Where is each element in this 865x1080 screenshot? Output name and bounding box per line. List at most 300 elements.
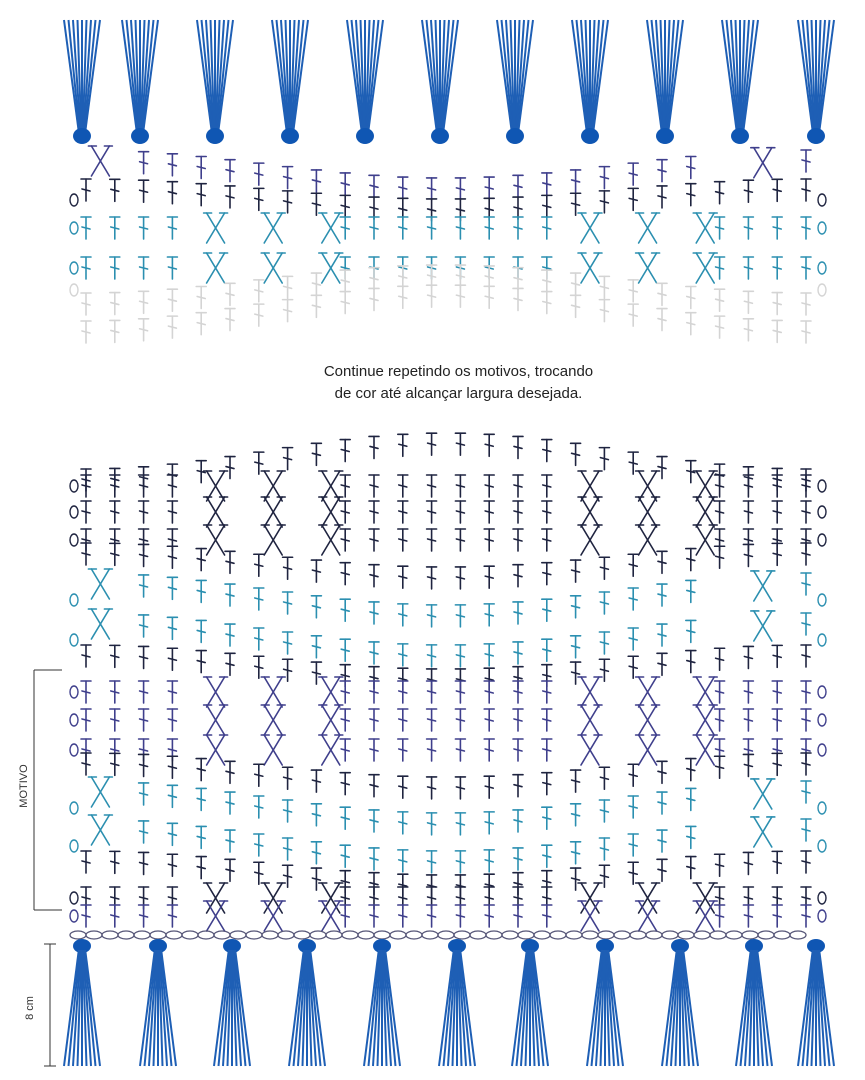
crossed-stitch-symbol — [319, 705, 343, 735]
chain-link — [518, 931, 534, 939]
chain-link — [374, 931, 390, 939]
double-crochet-symbol — [715, 182, 725, 204]
double-crochet-symbol — [743, 501, 753, 523]
double-crochet-symbol — [139, 180, 149, 202]
motif-label: MOTIVO — [18, 764, 30, 808]
chain-link — [550, 931, 566, 939]
chain-link — [726, 931, 742, 939]
double-crochet-symbol — [686, 156, 696, 178]
double-crochet-symbol — [196, 759, 206, 781]
crossed-stitch-symbol — [88, 569, 112, 599]
chain-symbol — [818, 634, 826, 646]
double-crochet-symbol — [225, 584, 235, 606]
double-crochet-symbol — [455, 681, 465, 703]
double-crochet-symbol — [427, 433, 437, 455]
crossed-stitch-symbol — [751, 571, 775, 601]
chain-symbol — [818, 262, 826, 274]
crossed-stitch-symbol — [693, 735, 717, 765]
double-crochet-symbol — [801, 819, 811, 841]
tassel — [122, 20, 158, 144]
crossed-stitch-symbol — [204, 735, 228, 765]
tassel — [364, 939, 400, 1066]
double-crochet-symbol — [484, 905, 494, 927]
double-crochet-symbol — [801, 781, 811, 803]
crossed-stitch-symbol — [204, 525, 228, 555]
double-crochet-symbol — [81, 501, 91, 523]
chain-symbol — [818, 506, 826, 518]
double-crochet-symbol — [657, 457, 667, 479]
crossed-stitch-symbol — [204, 901, 228, 931]
double-crochet-symbol — [427, 905, 437, 927]
double-crochet-symbol — [398, 217, 408, 239]
crossed-stitch-symbol — [204, 213, 228, 243]
double-crochet-symbol — [571, 295, 581, 317]
double-crochet-symbol — [513, 217, 523, 239]
double-crochet-symbol — [283, 838, 293, 860]
double-crochet-symbol — [628, 280, 638, 302]
double-crochet-symbol — [715, 648, 725, 670]
double-crochet-symbol — [283, 300, 293, 322]
crossed-stitch-symbol — [204, 705, 228, 735]
double-crochet-symbol — [686, 549, 696, 571]
double-crochet-symbol — [283, 191, 293, 213]
double-crochet-symbol — [196, 549, 206, 571]
double-crochet-symbol — [715, 289, 725, 311]
double-crochet-symbol — [772, 293, 782, 315]
double-crochet-symbol — [369, 475, 379, 497]
chain-symbol — [818, 892, 826, 904]
crossed-stitch-symbol — [636, 901, 660, 931]
double-crochet-symbol — [369, 739, 379, 761]
double-crochet-symbol — [686, 651, 696, 673]
double-crochet-symbol — [599, 767, 609, 789]
crossed-stitch-symbol — [319, 883, 343, 913]
double-crochet-symbol — [167, 475, 177, 497]
double-crochet-symbol — [196, 184, 206, 206]
chain-symbol — [818, 714, 826, 726]
double-crochet-symbol — [167, 217, 177, 239]
chain-symbol — [818, 840, 826, 852]
double-crochet-symbol — [599, 276, 609, 298]
double-crochet-symbol — [81, 645, 91, 667]
chain-link — [582, 931, 598, 939]
double-crochet-symbol — [484, 286, 494, 308]
double-crochet-symbol — [398, 739, 408, 761]
double-crochet-symbol — [427, 178, 437, 200]
double-crochet-symbol — [657, 186, 667, 208]
double-crochet-symbol — [513, 175, 523, 197]
double-crochet-symbol — [599, 300, 609, 322]
chain-symbol — [818, 744, 826, 756]
chain-link — [198, 931, 214, 939]
crossed-stitch-symbol — [578, 883, 602, 913]
double-crochet-symbol — [484, 644, 494, 666]
tassel-knot — [807, 128, 825, 144]
double-crochet-symbol — [513, 810, 523, 832]
double-crochet-symbol — [139, 319, 149, 341]
double-crochet-symbol — [398, 434, 408, 456]
double-crochet-symbol — [801, 150, 811, 172]
double-crochet-symbol — [283, 167, 293, 189]
double-crochet-symbol — [743, 646, 753, 668]
crossed-stitch-symbol — [751, 817, 775, 847]
crossed-stitch-symbol — [261, 735, 285, 765]
double-crochet-symbol — [772, 709, 782, 731]
chain-link — [662, 931, 678, 939]
double-crochet-symbol — [743, 544, 753, 566]
double-crochet-symbol — [513, 681, 523, 703]
double-crochet-symbol — [628, 834, 638, 856]
chain-link — [470, 931, 486, 939]
double-crochet-symbol — [340, 475, 350, 497]
double-crochet-symbol — [686, 313, 696, 335]
top-fringe-tassels — [64, 20, 834, 144]
double-crochet-symbol — [340, 292, 350, 314]
crossed-stitch-symbol — [693, 883, 717, 913]
double-crochet-symbol — [513, 501, 523, 523]
double-crochet-symbol — [801, 217, 811, 239]
double-crochet-symbol — [484, 739, 494, 761]
double-crochet-symbol — [139, 754, 149, 776]
double-crochet-symbol — [81, 709, 91, 731]
double-crochet-symbol — [772, 217, 782, 239]
chain-link — [598, 931, 614, 939]
double-crochet-symbol — [369, 501, 379, 523]
double-crochet-symbol — [167, 182, 177, 204]
double-crochet-symbol — [484, 604, 494, 626]
chain-symbol — [70, 802, 78, 814]
chain-link — [614, 931, 630, 939]
double-crochet-symbol — [772, 753, 782, 775]
double-crochet-symbol — [571, 560, 581, 582]
double-crochet-symbol — [283, 800, 293, 822]
double-crochet-symbol — [628, 656, 638, 678]
double-crochet-symbol — [801, 475, 811, 497]
chain-link — [166, 931, 182, 939]
main-stitch-grid — [70, 433, 826, 931]
double-crochet-symbol — [110, 543, 120, 565]
double-crochet-symbol — [283, 557, 293, 579]
tassel — [289, 939, 325, 1066]
double-crochet-symbol — [542, 195, 552, 217]
double-crochet-symbol — [571, 443, 581, 465]
double-crochet-symbol — [81, 905, 91, 927]
double-crochet-symbol — [398, 681, 408, 703]
double-crochet-symbol — [427, 645, 437, 667]
double-crochet-symbol — [542, 475, 552, 497]
crossed-stitch-symbol — [261, 525, 285, 555]
chain-symbol — [70, 594, 78, 606]
double-crochet-symbol — [311, 193, 321, 215]
double-crochet-symbol — [196, 651, 206, 673]
double-crochet-symbol — [715, 475, 725, 497]
tassel — [439, 939, 475, 1066]
double-crochet-symbol — [369, 905, 379, 927]
double-crochet-symbol — [311, 770, 321, 792]
double-crochet-symbol — [110, 293, 120, 315]
double-crochet-symbol — [513, 197, 523, 219]
double-crochet-symbol — [772, 681, 782, 703]
double-crochet-symbol — [484, 475, 494, 497]
double-crochet-symbol — [167, 154, 177, 176]
tassel — [64, 939, 100, 1066]
crossed-stitch-symbol — [693, 705, 717, 735]
chain-symbol — [818, 222, 826, 234]
double-crochet-symbol — [513, 709, 523, 731]
chain-link — [534, 931, 550, 939]
double-crochet-symbol — [398, 812, 408, 834]
double-crochet-symbol — [513, 642, 523, 664]
double-crochet-symbol — [81, 257, 91, 279]
double-crochet-symbol — [801, 613, 811, 635]
double-crochet-symbol — [599, 800, 609, 822]
double-crochet-symbol — [196, 826, 206, 848]
double-crochet-symbol — [398, 776, 408, 798]
chain-symbol — [818, 686, 826, 698]
chain-symbol — [70, 634, 78, 646]
double-crochet-symbol — [283, 448, 293, 470]
double-crochet-symbol — [513, 529, 523, 551]
double-crochet-symbol — [225, 624, 235, 646]
tassel — [497, 20, 533, 144]
chain-link — [742, 931, 758, 939]
double-crochet-symbol — [599, 592, 609, 614]
chain-symbol — [818, 594, 826, 606]
double-crochet-symbol — [254, 188, 264, 210]
chain-link — [502, 931, 518, 939]
double-crochet-symbol — [599, 167, 609, 189]
double-crochet-symbol — [427, 475, 437, 497]
tassel — [422, 20, 458, 144]
crossed-stitch-symbol — [636, 677, 660, 707]
tassel — [512, 939, 548, 1066]
chain-symbol — [818, 802, 826, 814]
double-crochet-symbol — [427, 529, 437, 551]
crossed-stitch-symbol — [636, 735, 660, 765]
double-crochet-symbol — [657, 283, 667, 305]
crossed-stitch-symbol — [751, 148, 775, 178]
double-crochet-symbol — [743, 319, 753, 341]
double-crochet-symbol — [484, 850, 494, 872]
top-stitch-grid — [70, 146, 826, 343]
crossed-stitch-symbol — [636, 253, 660, 283]
tassel-knot — [656, 128, 674, 144]
double-crochet-symbol — [484, 501, 494, 523]
chain-symbol — [70, 222, 78, 234]
double-crochet-symbol — [455, 605, 465, 627]
tassel — [587, 939, 623, 1066]
double-crochet-symbol — [110, 501, 120, 523]
chain-link — [358, 931, 374, 939]
double-crochet-symbol — [167, 785, 177, 807]
double-crochet-symbol — [167, 617, 177, 639]
double-crochet-symbol — [542, 639, 552, 661]
crossed-stitch-symbol — [751, 779, 775, 809]
double-crochet-symbol — [743, 709, 753, 731]
double-crochet-symbol — [657, 551, 667, 573]
bottom-fringe-tassels — [64, 939, 834, 1066]
double-crochet-symbol — [196, 313, 206, 335]
double-crochet-symbol — [398, 644, 408, 666]
chain-link — [230, 931, 246, 939]
tassel-knot — [431, 128, 449, 144]
double-crochet-symbol — [772, 320, 782, 342]
double-crochet-symbol — [715, 905, 725, 927]
crossed-stitch-symbol — [261, 901, 285, 931]
double-crochet-symbol — [196, 156, 206, 178]
chain-link — [646, 931, 662, 939]
double-crochet-symbol — [455, 777, 465, 799]
chain-symbol — [818, 480, 826, 492]
double-crochet-symbol — [196, 287, 206, 309]
double-crochet-symbol — [81, 179, 91, 201]
chain-link — [390, 931, 406, 939]
double-crochet-symbol — [369, 288, 379, 310]
double-crochet-symbol — [81, 293, 91, 315]
double-crochet-symbol — [427, 605, 437, 627]
double-crochet-symbol — [196, 580, 206, 602]
double-crochet-symbol — [369, 197, 379, 219]
double-crochet-symbol — [686, 759, 696, 781]
double-crochet-symbol — [196, 620, 206, 642]
tassel-knot — [281, 128, 299, 144]
double-crochet-symbol — [81, 217, 91, 239]
double-crochet-symbol — [340, 217, 350, 239]
double-crochet-symbol — [455, 739, 465, 761]
double-crochet-symbol — [254, 280, 264, 302]
double-crochet-symbol — [542, 292, 552, 314]
double-crochet-symbol — [513, 905, 523, 927]
double-crochet-symbol — [139, 152, 149, 174]
double-crochet-symbol — [167, 257, 177, 279]
crossed-stitch-symbol — [693, 213, 717, 243]
double-crochet-symbol — [369, 268, 379, 290]
double-crochet-symbol — [715, 501, 725, 523]
double-crochet-symbol — [398, 566, 408, 588]
double-crochet-symbol — [571, 636, 581, 658]
chain-symbol — [70, 910, 78, 922]
double-crochet-symbol — [743, 754, 753, 776]
double-crochet-symbol — [571, 662, 581, 684]
crossed-stitch-symbol — [751, 611, 775, 641]
double-crochet-symbol — [657, 830, 667, 852]
chain-link — [70, 931, 86, 939]
double-crochet-symbol — [513, 288, 523, 310]
double-crochet-symbol — [311, 842, 321, 864]
chain-link — [310, 931, 326, 939]
double-crochet-symbol — [139, 905, 149, 927]
double-crochet-symbol — [254, 796, 264, 818]
double-crochet-symbol — [311, 804, 321, 826]
double-crochet-symbol — [398, 501, 408, 523]
double-crochet-symbol — [513, 602, 523, 624]
double-crochet-symbol — [340, 195, 350, 217]
crossed-stitch-symbol — [693, 253, 717, 283]
double-crochet-symbol — [369, 810, 379, 832]
crossed-stitch-symbol — [319, 735, 343, 765]
double-crochet-symbol — [311, 560, 321, 582]
double-crochet-symbol — [628, 628, 638, 650]
double-crochet-symbol — [167, 546, 177, 568]
double-crochet-symbol — [801, 753, 811, 775]
double-crochet-symbol — [743, 681, 753, 703]
double-crochet-symbol — [801, 573, 811, 595]
double-crochet-symbol — [254, 163, 264, 185]
crossed-stitch-symbol — [88, 777, 112, 807]
double-crochet-symbol — [340, 709, 350, 731]
double-crochet-symbol — [254, 588, 264, 610]
double-crochet-symbol — [139, 852, 149, 874]
foundation-chain — [70, 931, 806, 939]
double-crochet-symbol — [225, 792, 235, 814]
double-crochet-symbol — [369, 602, 379, 624]
crossed-stitch-symbol — [319, 525, 343, 555]
chain-symbol — [70, 534, 78, 546]
tassel — [64, 20, 100, 144]
double-crochet-symbol — [628, 764, 638, 786]
double-crochet-symbol — [542, 563, 552, 585]
crossed-stitch-symbol — [261, 883, 285, 913]
chain-link — [566, 931, 582, 939]
double-crochet-symbol — [772, 257, 782, 279]
measure-brackets — [34, 670, 62, 1066]
double-crochet-symbol — [369, 709, 379, 731]
double-crochet-symbol — [340, 529, 350, 551]
double-crochet-symbol — [628, 554, 638, 576]
double-crochet-symbol — [369, 217, 379, 239]
double-crochet-symbol — [542, 739, 552, 761]
double-crochet-symbol — [513, 739, 523, 761]
crossed-stitch-symbol — [204, 677, 228, 707]
double-crochet-symbol — [340, 807, 350, 829]
double-crochet-symbol — [743, 291, 753, 313]
chain-symbol — [70, 194, 78, 206]
double-crochet-symbol — [110, 179, 120, 201]
chain-symbol — [818, 910, 826, 922]
chain-link — [118, 931, 134, 939]
double-crochet-symbol — [167, 905, 177, 927]
instruction-caption-line-2: de cor até alcançar largura desejada. — [334, 385, 583, 402]
double-crochet-symbol — [686, 580, 696, 602]
double-crochet-symbol — [167, 648, 177, 670]
double-crochet-symbol — [427, 739, 437, 761]
double-crochet-symbol — [542, 807, 552, 829]
double-crochet-symbol — [369, 775, 379, 797]
double-crochet-symbol — [542, 845, 552, 867]
double-crochet-symbol — [254, 764, 264, 786]
double-crochet-symbol — [715, 217, 725, 239]
double-crochet-symbol — [599, 865, 609, 887]
double-crochet-symbol — [225, 830, 235, 852]
double-crochet-symbol — [225, 859, 235, 881]
double-crochet-symbol — [311, 170, 321, 192]
double-crochet-symbol — [455, 813, 465, 835]
double-crochet-symbol — [801, 709, 811, 731]
double-crochet-symbol — [571, 193, 581, 215]
double-crochet-symbol — [772, 851, 782, 873]
double-crochet-symbol — [743, 217, 753, 239]
double-crochet-symbol — [686, 857, 696, 879]
chain-link — [406, 931, 422, 939]
instruction-caption-line-1: Continue repetindo os motivos, trocando — [323, 363, 594, 380]
double-crochet-symbol — [801, 905, 811, 927]
double-crochet-symbol — [801, 293, 811, 315]
double-crochet-symbol — [455, 285, 465, 307]
double-crochet-symbol — [196, 788, 206, 810]
chain-link — [182, 931, 198, 939]
tassel — [798, 939, 834, 1066]
double-crochet-symbol — [657, 761, 667, 783]
